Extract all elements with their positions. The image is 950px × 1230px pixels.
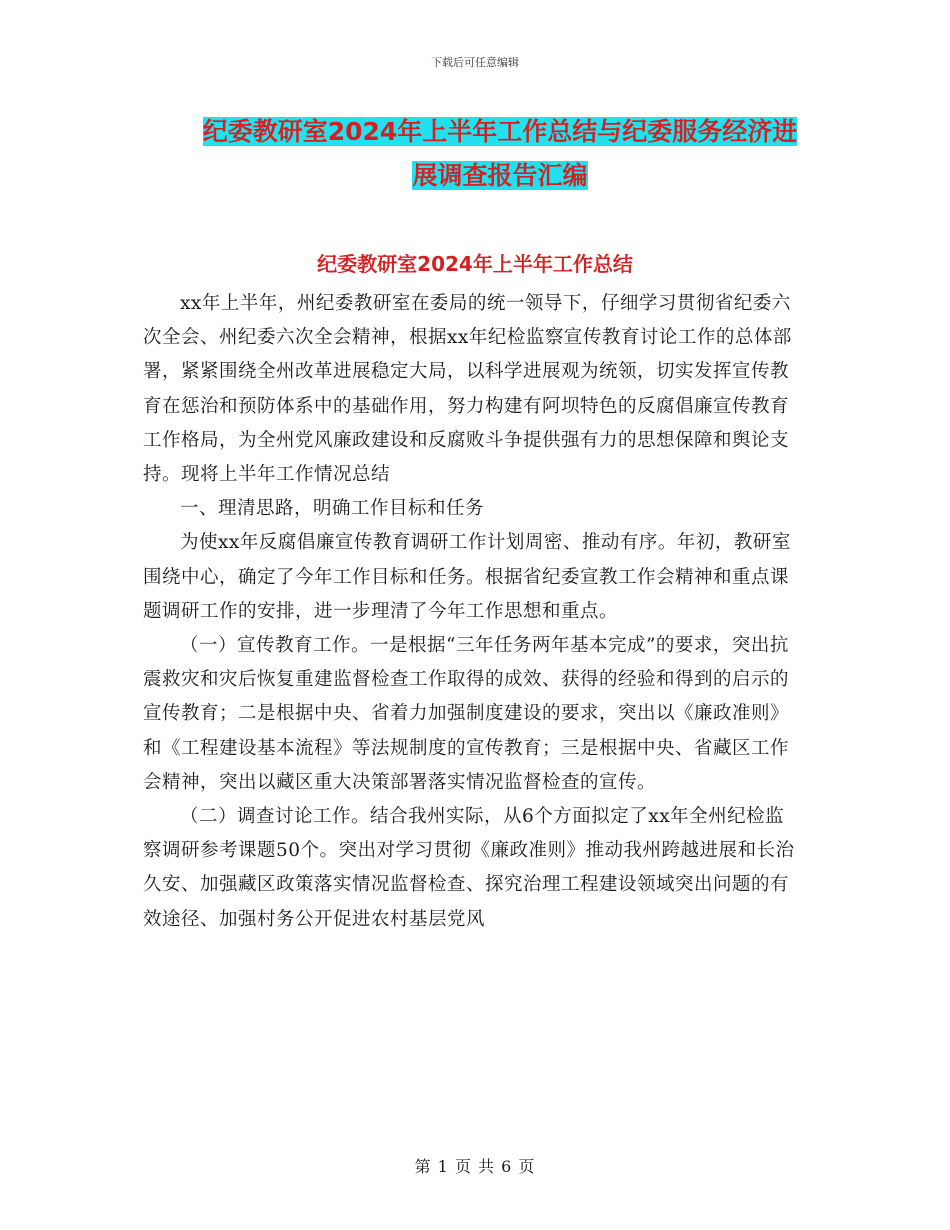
paragraph-research: （二）调查讨论工作。结合我州实际，从6个方面拟定了xx年全州纪检监察调研参考课题50个。突出对学习贯彻《廉政准则》推动我州跨越进展和长治久安、加强藏区政策落实情况监督检查、探究治理工程建设领域突出问题的有效途径、加强村务公开促进农村基层党风 <box>143 806 795 930</box>
paragraph-goals: 为使xx年反腐倡廉宣传教育调研工作计划周密、推动有序。年初，教研室围绕中心，确定了今年工作目标和任务。根据省纪委宣教工作会精神和重点课题调研工作的安排，进一步理清了今年工作思想和重点。 <box>143 532 791 622</box>
document-body <box>143 287 798 937</box>
section-title: 纪委教研室2024年上半年工作总结 <box>317 252 633 276</box>
paragraph-intro: xx年上半年，州纪委教研室在委局的统一领导下，仔细学习贯彻省纪委六次全会、州纪委六次全会精神，根据xx年纪检监察宣传教育讨论工作的总体部署，紧紧围绕全州改革进展稳定大局，以科学进展观为统领，切实发挥宣传教育在惩治和预防体系中的基础作用，努力构建有阿坝特色的反腐倡廉宣传教育工作格局，为全州党风廉政建设和反腐败斗争提供强有力的思想保障和舆论支持。现将上半年工作情况总结 <box>143 293 792 486</box>
header-note: 下载后可任意编辑 <box>431 56 519 69</box>
document-title-line-2: 展调查报告汇编 <box>412 161 588 190</box>
document-title-line-1: 纪委教研室2024年上半年工作总结与纪委服务经济进 <box>202 117 798 146</box>
paragraph-propaganda: （一）宣传教育工作。一是根据“三年任务两年基本完成”的要求，突出抗震救灾和灾后恢复重建监督检查工作取得的成效、获得的经验和得到的启示的宣传教育；二是根据中央、省着力加强制度建设的要求，突出以《廉政准则》和《工程建设基本流程》等法规制度的宣传教育；三是根据中央、省藏区工作会精神，突出以藏区重大决策部署落实情况监督检查的宣传。 <box>143 635 790 793</box>
page-footer: 第 1 页 共 6 页 <box>414 1157 536 1176</box>
document-title <box>100 110 900 198</box>
paragraph-heading-1: 一、理清思路，明确工作目标和任务 <box>180 498 485 520</box>
